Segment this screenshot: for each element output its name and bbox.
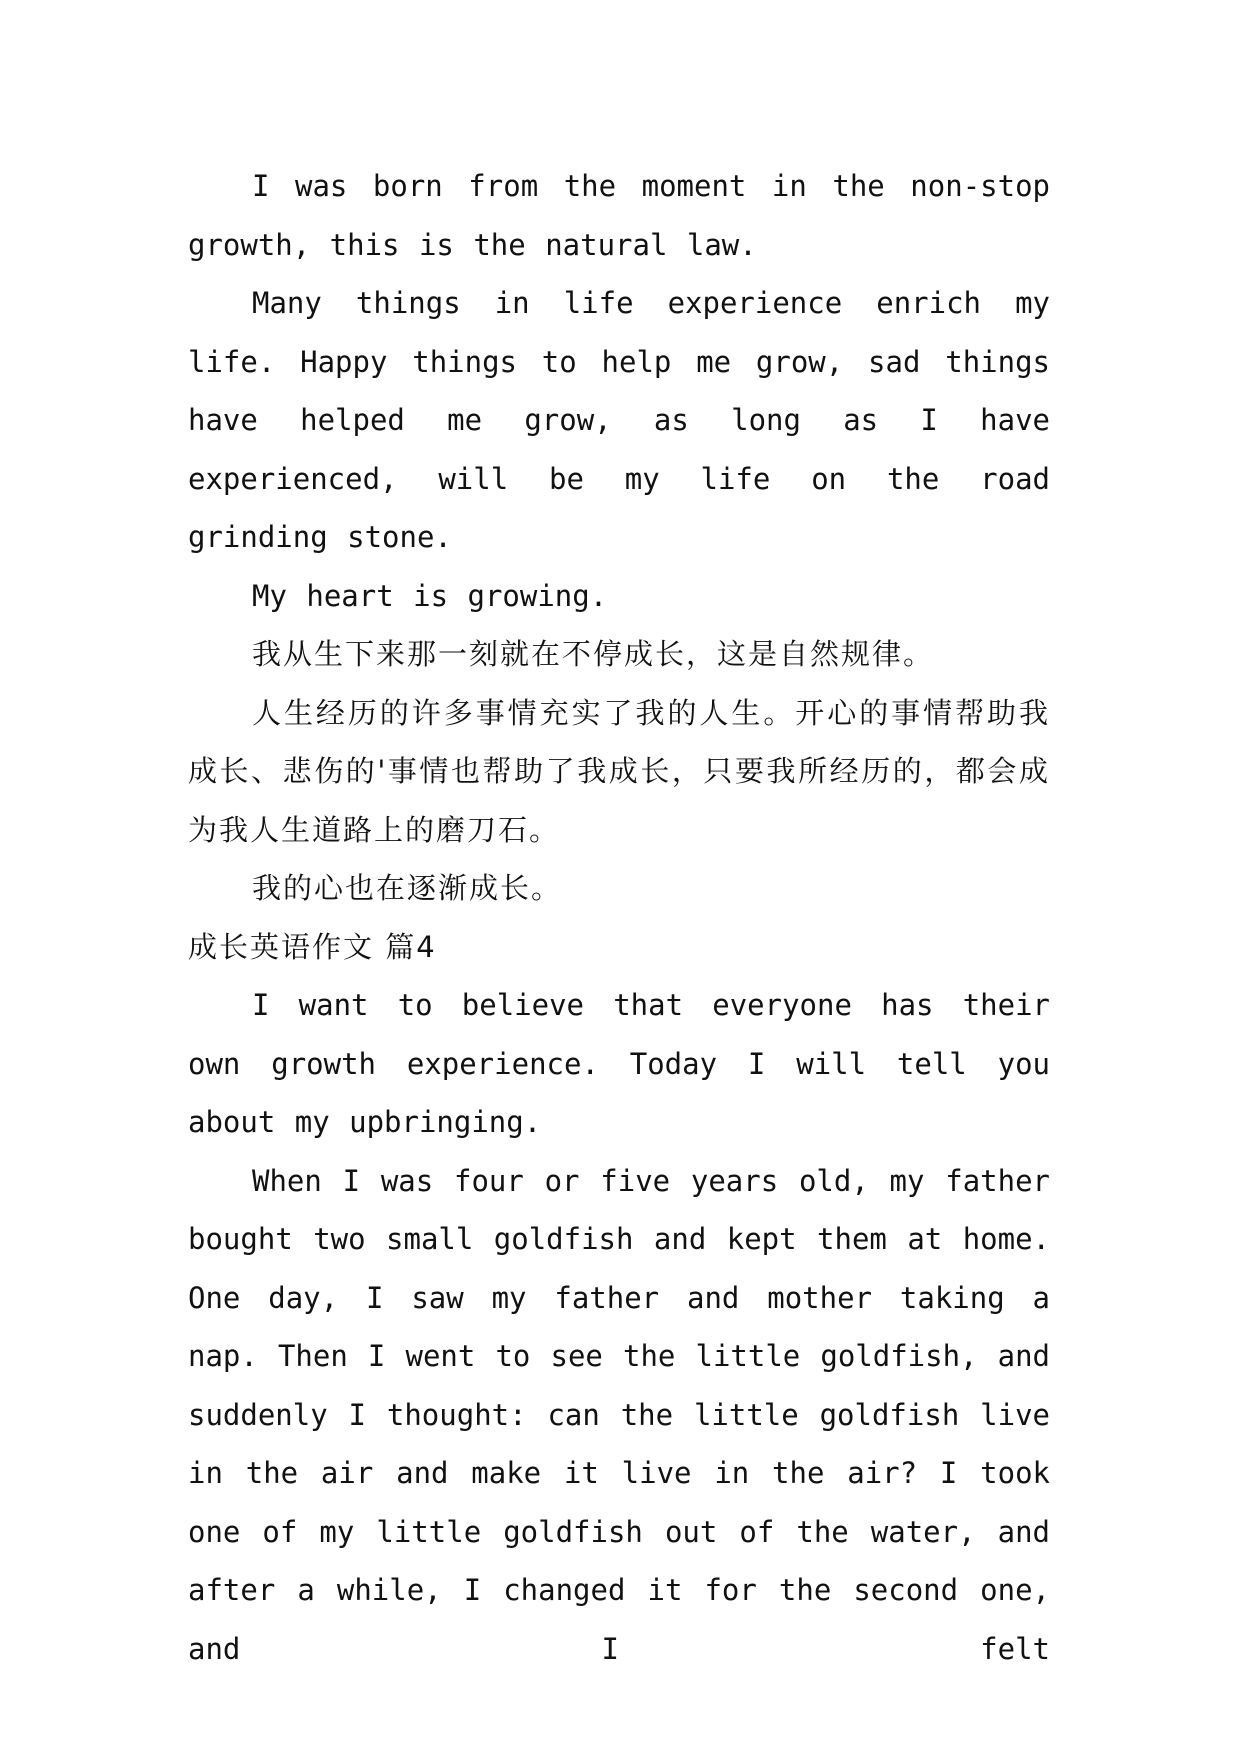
document-page	[188, 157, 1050, 1678]
paragraph-born: I was born from the moment in the non-stop growth, this is the natural law.	[188, 169, 1050, 262]
paragraph-zh-born: 我从生下来那一刻就在不停成长，这是自然规律。	[252, 637, 935, 671]
paragraph-zh-heart: 我的心也在逐渐成长。	[252, 871, 563, 905]
paragraph-many-things: Many things in life experience enrich my life. Happy things to help me grow, sad things have helped me grow, as long as I have experienced, will be my life on the road grinding stone.	[188, 286, 1050, 554]
paragraph-goldfish: When I was four or five years old, my father bought two small goldfish and kept them at home. One day, I saw my father and mother taking a nap. Then I went to see the little goldfish, and suddenly I thought: can the little goldfish live in the air and make it live in the air? I took one of my little goldfish out of the water, and after a while, I changed it for the second one, and I felt	[188, 1163, 1050, 1666]
paragraph-believe: I want to believe that everyone has their own growth experience. Today I will tell you about my upbringing.	[188, 988, 1050, 1139]
paragraph-zh-life: 人生经历的许多事情充实了我的人生。开心的事情帮助我成长、悲伤的'事情也帮助了我成长，只要我所经历的，都会成为我人生道路上的磨刀石。	[188, 695, 1050, 847]
section-heading: 成长英语作文 篇4	[188, 929, 437, 964]
paragraph-heart: My heart is growing.	[252, 578, 608, 613]
